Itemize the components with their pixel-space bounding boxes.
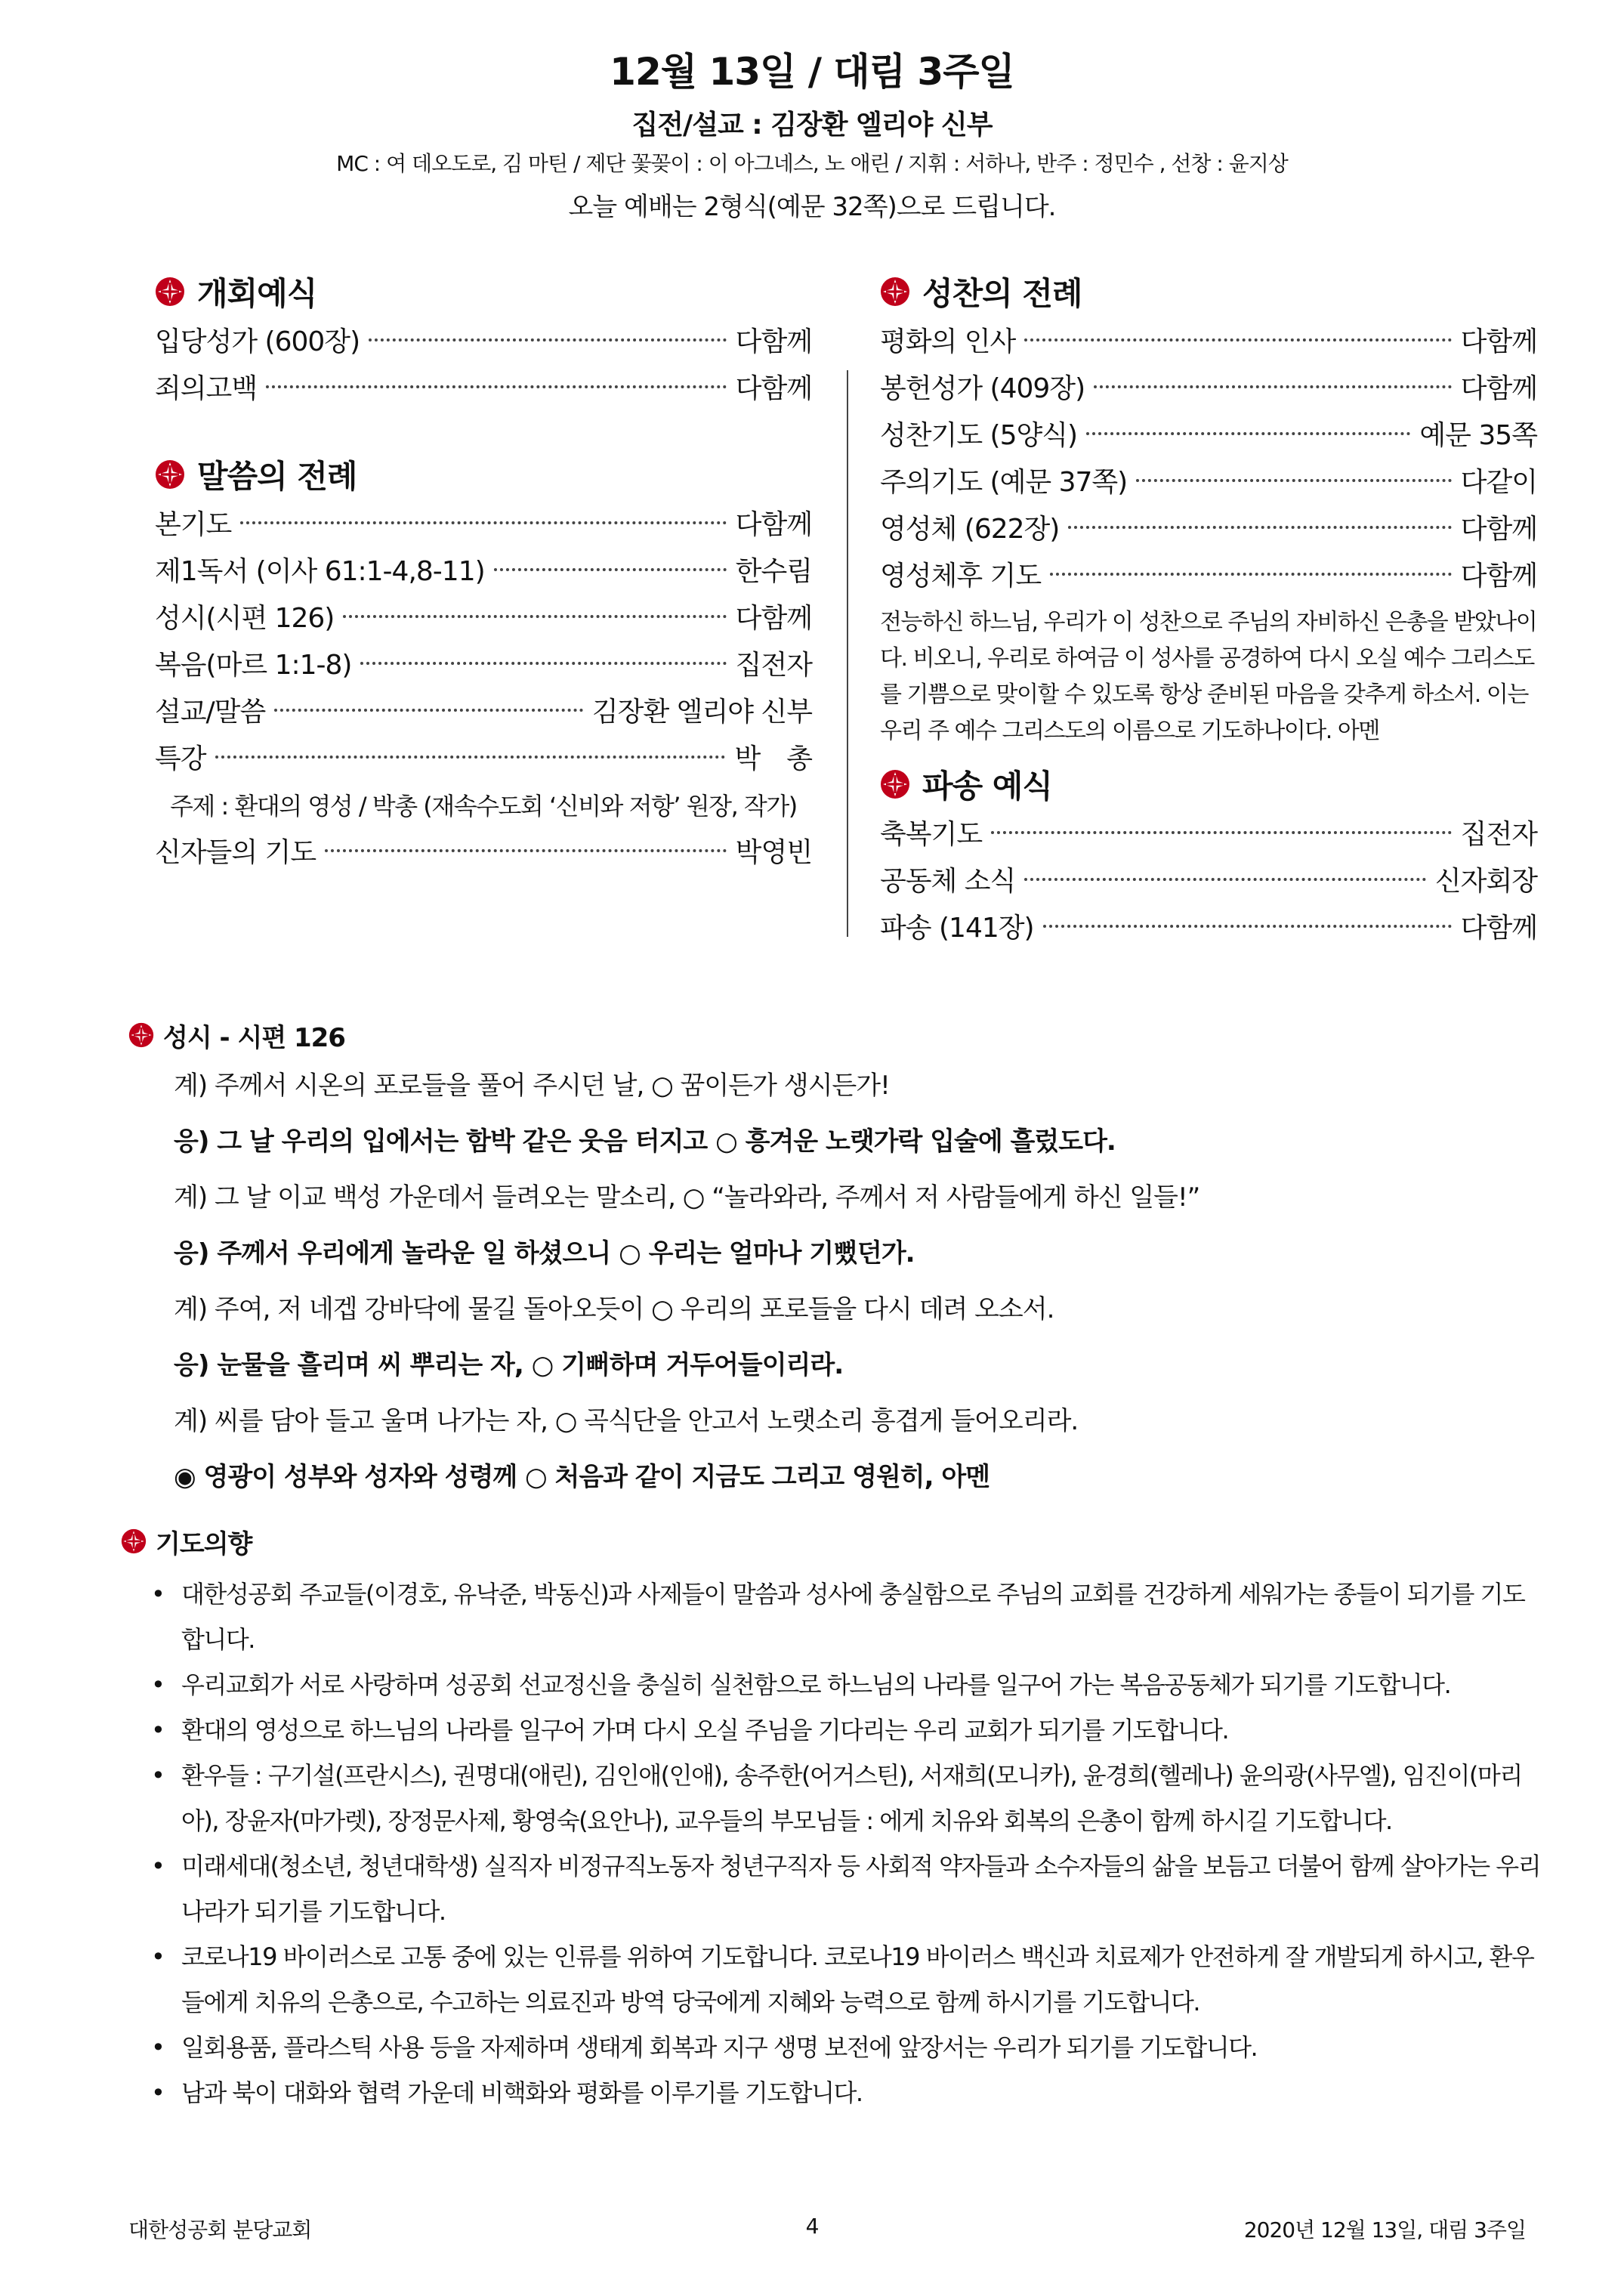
- item-label: 축복기도: [880, 819, 983, 850]
- item-value: 다함께: [735, 326, 812, 357]
- opening-list: [155, 319, 812, 413]
- liturgy-item: [880, 413, 1537, 459]
- dismissal-list: [880, 811, 1537, 952]
- liturgy-item: [880, 553, 1537, 600]
- dot-leader: [1024, 878, 1426, 881]
- dot-leader: [1050, 573, 1452, 576]
- staff-line: MC : 여 데오도로, 김 마틴 / 제단 꽃꽂이 : 이 아그네스, 노 애린 / 지휘 : 서하나, 반주 : 정민수 , 선창 : 윤지상: [336, 151, 1288, 176]
- dot-leader: [1043, 925, 1452, 928]
- dot-leader: [325, 849, 727, 852]
- psalm-verse-leader: 계) 주께서 시온의 포로들을 풀어 주시던 날, ○ 꿈이든가 생시든가!: [174, 1071, 890, 1101]
- psalm-section: [128, 1012, 1526, 1505]
- item-value: 다함께: [735, 373, 812, 404]
- item-label: 영성체 (622장): [880, 514, 1060, 545]
- intentions-list: [121, 1571, 1541, 2115]
- right-column: [880, 264, 1537, 952]
- item-value: 한수림: [735, 556, 812, 587]
- item-label: 입당성가 (600장): [155, 326, 360, 357]
- liturgy-item: [155, 689, 812, 736]
- cross-icon: [155, 277, 185, 307]
- item-label: 평화의 인사: [880, 326, 1016, 357]
- item-value: 다함께: [735, 509, 812, 540]
- section-title: 파송 예식: [922, 768, 1052, 805]
- prayer-intentions-section: [121, 1519, 1541, 2115]
- liturgy-item: [155, 502, 812, 549]
- item-value: 다함께: [1460, 326, 1537, 357]
- section-eucharist-heading: [880, 264, 1537, 319]
- liturgy-item: [155, 319, 812, 366]
- dot-leader: [1136, 479, 1451, 482]
- liturgy-item: [880, 811, 1537, 858]
- item-label: 신자들의 기도: [155, 837, 316, 868]
- liturgy-item: [880, 506, 1537, 553]
- item-value: 다함께: [1460, 561, 1537, 592]
- item-label: 설교/말씀: [155, 697, 266, 728]
- section-title: 개회예식: [197, 275, 317, 312]
- item-value: 다함께: [735, 603, 812, 634]
- liturgy-item: [155, 595, 812, 642]
- psalm-verse-leader: 계) 씨를 담아 들고 울며 나가는 자, ○ 곡식단을 안고서 노랫소리 흥겹게 들어오리라.: [174, 1406, 1079, 1436]
- section-title: 성찬의 전례: [922, 275, 1082, 312]
- item-label: 성시(시편 126): [155, 603, 335, 634]
- eucharist-list: [880, 319, 1537, 749]
- intention-item: • 일회용품, 플라스틱 사용 등을 자제하며 생태계 회복과 지구 생명 보전에 앞장서는 우리가 되기를 기도합니다.: [121, 2025, 1541, 2070]
- intention-item: • 환우들 : 구기설(프란시스), 권명대(애린), 김인애(인애), 송주한(어거스틴), 서재희(모니카), 윤경희(헬레나) 윤의광(사무엘), 임진이(마리아), 장윤자(마가렛), 장정문사제, 황영숙(요안나), 교우들의 부모님들 : 에게 치유와 회복의 은총이 함께 하시길 기도합니다.: [121, 1753, 1541, 1843]
- item-value: 박영빈: [735, 837, 812, 868]
- left-column: [155, 264, 812, 876]
- section-word-heading: [155, 447, 812, 502]
- item-value: 집전자: [735, 650, 812, 681]
- dot-leader: [266, 385, 727, 388]
- presider-line: 집전/설교 : 김장환 엘리야 신부: [631, 110, 993, 141]
- item-label: 영성체후 기도: [880, 561, 1042, 592]
- item-value: 신자회장: [1434, 866, 1537, 897]
- section-title: 말씀의 전례: [197, 458, 357, 495]
- cross-icon: [880, 769, 910, 799]
- intentions-heading: [121, 1519, 1541, 1564]
- footer-page-number: 4: [805, 2214, 819, 2239]
- dot-leader: [1086, 432, 1410, 435]
- item-value: 다함께: [1460, 373, 1537, 404]
- word-list: [155, 502, 812, 876]
- liturgy-item: [155, 736, 812, 783]
- dot-leader: [274, 709, 583, 712]
- item-label: 복음(마르 1:1-8): [155, 650, 352, 681]
- dot-leader: [1094, 385, 1452, 388]
- psalm-verse-response: 응) 눈물을 흘리며 씨 뿌리는 자, ○ 기뻐하며 거두어들이리라.: [174, 1350, 844, 1380]
- liturgy-item: [880, 905, 1537, 952]
- cross-icon: [128, 1022, 154, 1048]
- item-value: 다같이: [1460, 467, 1537, 498]
- intention-item: • 남과 북이 대화와 협력 가운데 비핵화와 평화를 이루기를 기도합니다.: [121, 2070, 1541, 2115]
- item-value: 예문 35쪽: [1419, 420, 1537, 451]
- item-label: 특강: [155, 743, 206, 774]
- dot-leader: [991, 831, 1452, 834]
- liturgy-item: [880, 319, 1537, 366]
- dot-leader: [215, 756, 726, 759]
- item-label: 성찬기도 (5양식): [880, 420, 1078, 451]
- item-value: 박 총: [734, 743, 812, 774]
- item-label: 주의기도 (예문 37쪽): [880, 467, 1128, 498]
- psalm-verse-response: 응) 그 날 우리의 입에서는 함박 같은 웃음 터지고 ○ 흥겨운 노랫가락 입술에 흘렀도다.: [174, 1126, 1116, 1157]
- liturgy-item: [155, 549, 812, 595]
- intention-item: • 미래세대(청소년, 청년대학생) 실직자 비정규직노동자 청년구직자 등 사회적 약자들과 소수자들의 삶을 보듬고 더불어 함께 살아가는 우리나라가 되기를 기도합니다.: [121, 1843, 1541, 1934]
- dot-leader: [1024, 338, 1451, 341]
- lecture-topic: 주제 : 환대의 영성 / 박총 (재속수도회 ‘신비와 저항’ 원장, 작가): [170, 792, 797, 820]
- section-title: 기도의향: [156, 1528, 252, 1559]
- item-label: 봉헌성가 (409장): [880, 373, 1085, 404]
- intention-item: • 환대의 영성으로 하느님의 나라를 일구어 가며 다시 오실 주님을 기다리는 우리 교회가 되기를 기도합니다.: [121, 1707, 1541, 1753]
- intention-item: • 우리교회가 서로 사랑하며 성공회 선교정신을 충실히 실천함으로 하느님의 나라를 일구어 가는 복음공동체가 되기를 기도합니다.: [121, 1662, 1541, 1707]
- dot-leader: [343, 615, 726, 618]
- psalm-verse-leader: 계) 그 날 이교 백성 가운데서 들려오는 말소리, ○ “놀라와라, 주께서 저 사람들에게 하신 일들!”: [174, 1182, 1200, 1213]
- service-form-note: 오늘 예배는 2형식(예문 32쪽)으로 드립니다.: [568, 192, 1056, 222]
- psalm-verse-response: 응) 주께서 우리에게 놀라운 일 하셨으니 ○ 우리는 얼마나 기뻤던가.: [174, 1238, 915, 1269]
- dot-leader: [369, 338, 727, 341]
- item-value: 집전자: [1460, 819, 1537, 850]
- liturgy-item: [880, 459, 1537, 506]
- section-title: 성시 - 시편 126: [163, 1022, 345, 1053]
- item-label: 죄의고백: [155, 373, 258, 404]
- dot-leader: [360, 662, 726, 665]
- cross-icon: [121, 1528, 147, 1554]
- psalm-heading: [128, 1012, 1526, 1058]
- bulletin-header: [0, 45, 1624, 228]
- item-value: 김장환 엘리야 신부: [591, 697, 812, 728]
- footer-date: 2020년 12월 13일, 대림 3주일: [1243, 2217, 1526, 2242]
- liturgy-item: [880, 366, 1537, 413]
- item-label: 파송 (141장): [880, 913, 1034, 944]
- item-value: 다함께: [1460, 913, 1537, 944]
- section-opening-heading: [155, 264, 812, 319]
- intention-item: • 대한성공회 주교들(이경호, 유낙준, 박동신)과 사제들이 말씀과 성사에 충실함으로 주님의 교회를 건강하게 세워가는 종들이 되기를 기도합니다.: [121, 1571, 1541, 1662]
- liturgy-item: [155, 830, 812, 876]
- footer-church: 대한성공회 분당교회: [128, 2217, 312, 2242]
- cross-icon: [880, 277, 910, 307]
- column-divider: [847, 370, 848, 937]
- dot-leader: [1068, 526, 1451, 529]
- liturgy-item: [155, 642, 812, 689]
- intention-item: • 코로나19 바이러스로 고통 중에 있는 인류를 위하여 기도합니다. 코로나19 바이러스 백신과 치료제가 안전하게 잘 개발되게 하시고, 환우들에게 치유의 은총으로, 수고하는 의료진과 방역 당국에게 지혜와 능력으로 함께 하시기를 기도합니다.: [121, 1934, 1541, 2025]
- post-communion-prayer: 전능하신 하느님, 우리가 이 성찬으로 주님의 자비하신 은총을 받았나이다. 비오니, 우리로 하여금 이 성사를 공경하여 다시 오실 예수 그리스도를 기쁨으로 맞이할 수 있도록 항상 준비된 마음을 갖추게 하소서. 이는 우리 주 예수 그리스도의 이름으로 기도하나이다. 아멘: [880, 609, 1537, 744]
- section-dismissal-heading: [880, 757, 1537, 811]
- page-title: 12월 13일 / 대림 3주일: [610, 50, 1014, 94]
- dot-leader: [494, 568, 727, 571]
- dot-leader: [240, 521, 726, 524]
- item-label: 제1독서 (이사 61:1-4,8-11): [155, 556, 485, 587]
- psalm-doxology: ◉ 영광이 성부와 성자와 성령께 ○ 처음과 같이 지금도 그리고 영원히, 아멘: [174, 1462, 990, 1492]
- cross-icon: [155, 459, 185, 490]
- liturgy-item: [880, 858, 1537, 905]
- item-label: 공동체 소식: [880, 866, 1016, 897]
- psalm-verse-leader: 계) 주여, 저 네겝 강바닥에 물길 돌아오듯이 ○ 우리의 포로들을 다시 데려 오소서.: [174, 1294, 1054, 1324]
- liturgy-item: [155, 366, 812, 413]
- item-value: 다함께: [1460, 514, 1537, 545]
- item-label: 본기도: [155, 509, 232, 540]
